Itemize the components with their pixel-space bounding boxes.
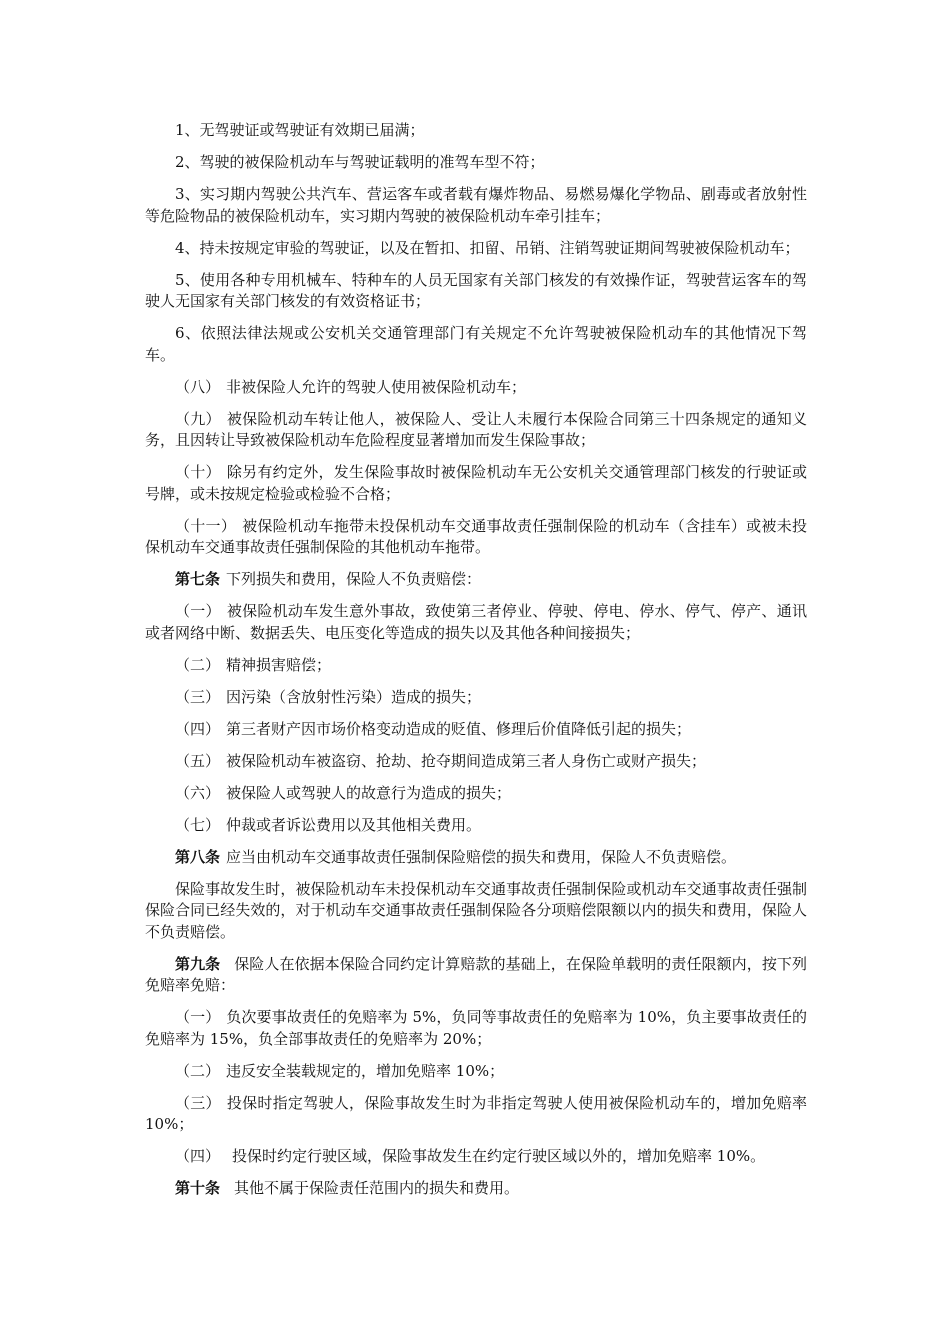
paragraph-text: 除另有约定外，发生保险事故时被保险机动车无公安机关交通管理部门核发的行驶证或号牌，或未按规定检验或检验不合格； [145,463,807,503]
article-9-clause-4 [145,1146,807,1168]
article-7-clause-7 [145,815,807,837]
clause-label: （三） [175,687,221,706]
clause-item-5 [145,270,807,313]
clause-label: （十一） [175,516,237,535]
paragraph-text: 投保时约定行驶区域，保险事故发生在约定行驶区域以外的，增加免赔率 10%。 [232,1147,766,1165]
article-7-clause-2 [145,655,807,677]
clause-10 [145,462,807,505]
clause-label: （四） [175,719,221,738]
clause-8 [145,377,807,399]
paragraph-text: 仲裁或者诉讼费用以及其他相关费用。 [226,815,482,834]
clause-item-3 [145,184,807,227]
paragraph-text: 被保险机动车被盗窃、抢劫、抢夺期间造成第三者人身伤亡或财产损失； [226,751,707,770]
paragraph-text: 4、持未按规定审验的驾驶证，以及在暂扣、扣留、吊销、注销驾驶证期间驾驶被保险机动车； [175,238,800,257]
article-7-clause-4 [145,719,807,741]
paragraph-text: 违反安全装载规定的，增加免赔率 10%； [226,1061,505,1080]
paragraph-text: 5、使用各种专用机械车、特种车的人员无国家有关部门核发的有效操作证，驾驶营运客车的驾驶人无国家有关部门核发的有效资格证书； [145,270,807,310]
article-7-clause-1 [145,601,807,644]
paragraph-text: 非被保险人允许的驾驶人使用被保险机动车； [226,377,527,396]
clause-label: （二） [175,1061,221,1080]
clause-label: （一） [175,1008,221,1026]
article-10 [145,1178,807,1200]
clause-label: （一） [175,602,221,620]
article-title: 第八条 [175,847,221,866]
paragraph-text: 精神损害赔偿； [226,655,332,674]
article-title: 第十条 [175,1179,221,1197]
clause-label: （三） [175,1093,221,1112]
clause-9 [145,409,807,452]
paragraph-text: 因污染（含放射性污染）造成的损失； [226,687,482,706]
document-page [145,120,807,1210]
paragraph-text: 被保险机动车转让他人，被保险人、受让人未履行本保险合同第三十四条规定的通知义务，且因转让导致被保险机动车危险程度显著增加而发生保险事故； [145,409,807,449]
article-9-clause-2 [145,1061,807,1083]
clause-label: （九） [175,409,221,428]
clause-11 [145,516,807,559]
paragraph-text: 投保时指定驾驶人，保险事故发生时为非指定驾驶人使用被保险机动车的，增加免赔率 10%； [145,1093,807,1133]
article-title: 第七条 [175,570,221,588]
article-8 [145,847,807,869]
paragraph-text: 6、依照法律法规或公安机关交通管理部门有关规定不允许驾驶被保险机动车的其他情况下驾车。 [145,324,807,364]
paragraph-text: 1、无驾驶证或驾驶证有效期已届满； [175,121,425,139]
paragraph-text: 被保险机动车拖带未投保机动车交通事故责任强制保险的机动车（含挂车）或被未投保机动车交通事故责任强制保险的其他机动车拖带。 [145,516,807,556]
paragraph-text: 保险人在依据本保险合同约定计算赔款的基础上，在保险单载明的责任限额内，按下列免赔率免赔： [145,954,807,994]
paragraph-text: 第三者财产因市场价格变动造成的贬值、修理后价值降低引起的损失； [226,719,692,738]
paragraph-text: 被保险机动车发生意外事故，致使第三者停业、停驶、停电、停水、停气、停产、通讯或者网络中断、数据丢失、电压变化等造成的损失以及其他各种间接损失； [145,602,807,642]
clause-label: （五） [175,751,221,770]
clause-label: （七） [175,815,221,834]
article-7 [145,569,807,591]
article-9-clause-1 [145,1007,807,1050]
clause-label: （十） [175,463,221,481]
article-7-clause-5 [145,751,807,773]
clause-label: （二） [175,655,221,674]
clause-item-2 [145,152,807,174]
paragraph-text: 被保险人或驾驶人的故意行为造成的损失； [226,783,512,802]
article-7-clause-6 [145,783,807,805]
paragraph-text: 负次要事故责任的免赔率为 5%，负同等事故责任的免赔率为 10%，负主要事故责任的免赔率为 15%，负全部事故责任的免赔率为 20%； [145,1008,807,1048]
clause-item-4 [145,238,807,260]
clause-item-1 [145,120,807,142]
article-8-paragraph-2 [145,879,807,944]
paragraph-text: 2、驾驶的被保险机动车与驾驶证载明的准驾车型不符； [175,153,545,171]
clause-label: （六） [175,783,221,802]
article-9 [145,954,807,997]
article-title: 第九条 [175,954,221,973]
paragraph-text: 应当由机动车交通事故责任强制保险赔偿的损失和费用，保险人不负责赔偿。 [226,847,737,866]
paragraph-text: 3、实习期内驾驶公共汽车、营运客车或者载有爆炸物品、易燃易爆化学物品、剧毒或者放射性等危险物品的被保险机动车，实习期内驾驶的被保险机动车牵引挂车； [145,185,807,225]
clause-label: （八） [175,377,221,396]
paragraph-text: 其他不属于保险责任范围内的损失和费用。 [234,1179,520,1197]
clause-label: （四） [175,1147,221,1165]
clause-item-6 [145,323,807,366]
article-9-clause-3 [145,1093,807,1136]
article-7-clause-3 [145,687,807,709]
paragraph-text: 保险事故发生时，被保险机动车未投保机动车交通事故责任强制保险或机动车交通事故责任强制保险合同已经失效的，对于机动车交通事故责任强制保险各分项赔偿限额以内的损失和费用，保险人不负责赔偿。 [145,879,807,941]
paragraph-text: 下列损失和费用，保险人不负责赔偿： [226,570,482,588]
